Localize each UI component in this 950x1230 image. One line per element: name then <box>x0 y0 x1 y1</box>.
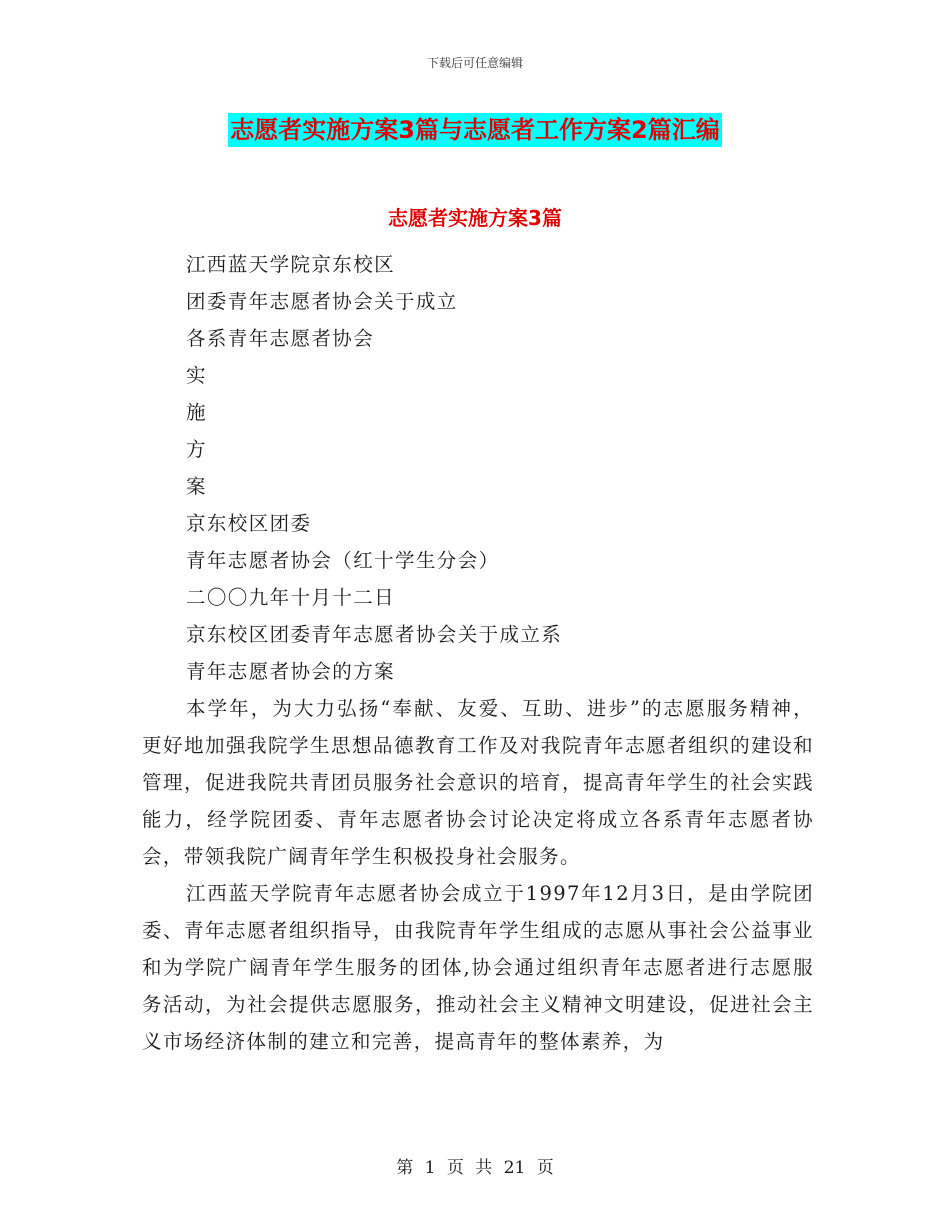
text-line: 团委青年志愿者协会关于成立 <box>186 290 458 313</box>
paragraph: 江西蓝天学院青年志愿者协会成立于1997年12月3日，是由学院团委、青年志愿者组织指导，由我院青年学生组成的志愿从事社会公益事业和为学院广阔青年学生服务的团体,协会通过组织青年志愿者进行志愿服务活动，为社会提供志愿服务，推动社会主义精神文明建设，促进社会主义市场经济体制的建立和完善，提高青年的整体素养，为 <box>142 882 814 1053</box>
text-line: 江西蓝天学院京东校区 <box>186 253 396 276</box>
header-note: 下载后可任意编辑 <box>426 56 523 70</box>
text-line: 京东校区团委 <box>186 512 312 535</box>
text-line: 实 <box>186 364 207 387</box>
text-line: 案 <box>186 475 207 498</box>
text-line: 二〇〇九年十月十二日 <box>186 586 396 609</box>
document-title-text: 志愿者实施方案3篇与志愿者工作方案2篇汇编 <box>228 113 721 147</box>
text-line: 京东校区团委青年志愿者协会关于成立系 <box>186 623 563 646</box>
text-line: 各系青年志愿者协会 <box>186 327 375 350</box>
document-body <box>142 246 814 1060</box>
text-line: 施 <box>186 401 207 424</box>
section-title: 志愿者实施方案3篇 <box>388 206 562 230</box>
page-indicator: 第 1 页 共 21 页 <box>396 1158 554 1178</box>
paragraph: 本学年，为大力弘扬“奉献、友爱、互助、进步”的志愿服务精神，更好地加强我院学生思想品德教育工作及对我院青年志愿者组织的建设和管理，促进我院共青团员服务社会意识的培育，提高青年学生的社会实践能力，经学院团委、青年志愿者协会讨论决定将成立各系青年志愿者协会，带领我院广阔青年学生积极投身社会服务。 <box>142 697 814 868</box>
text-line: 方 <box>186 438 207 461</box>
document-title <box>0 113 950 147</box>
text-line: 青年志愿者协会的方案 <box>186 660 396 683</box>
text-line: 青年志愿者协会（红十学生分会） <box>186 549 500 572</box>
